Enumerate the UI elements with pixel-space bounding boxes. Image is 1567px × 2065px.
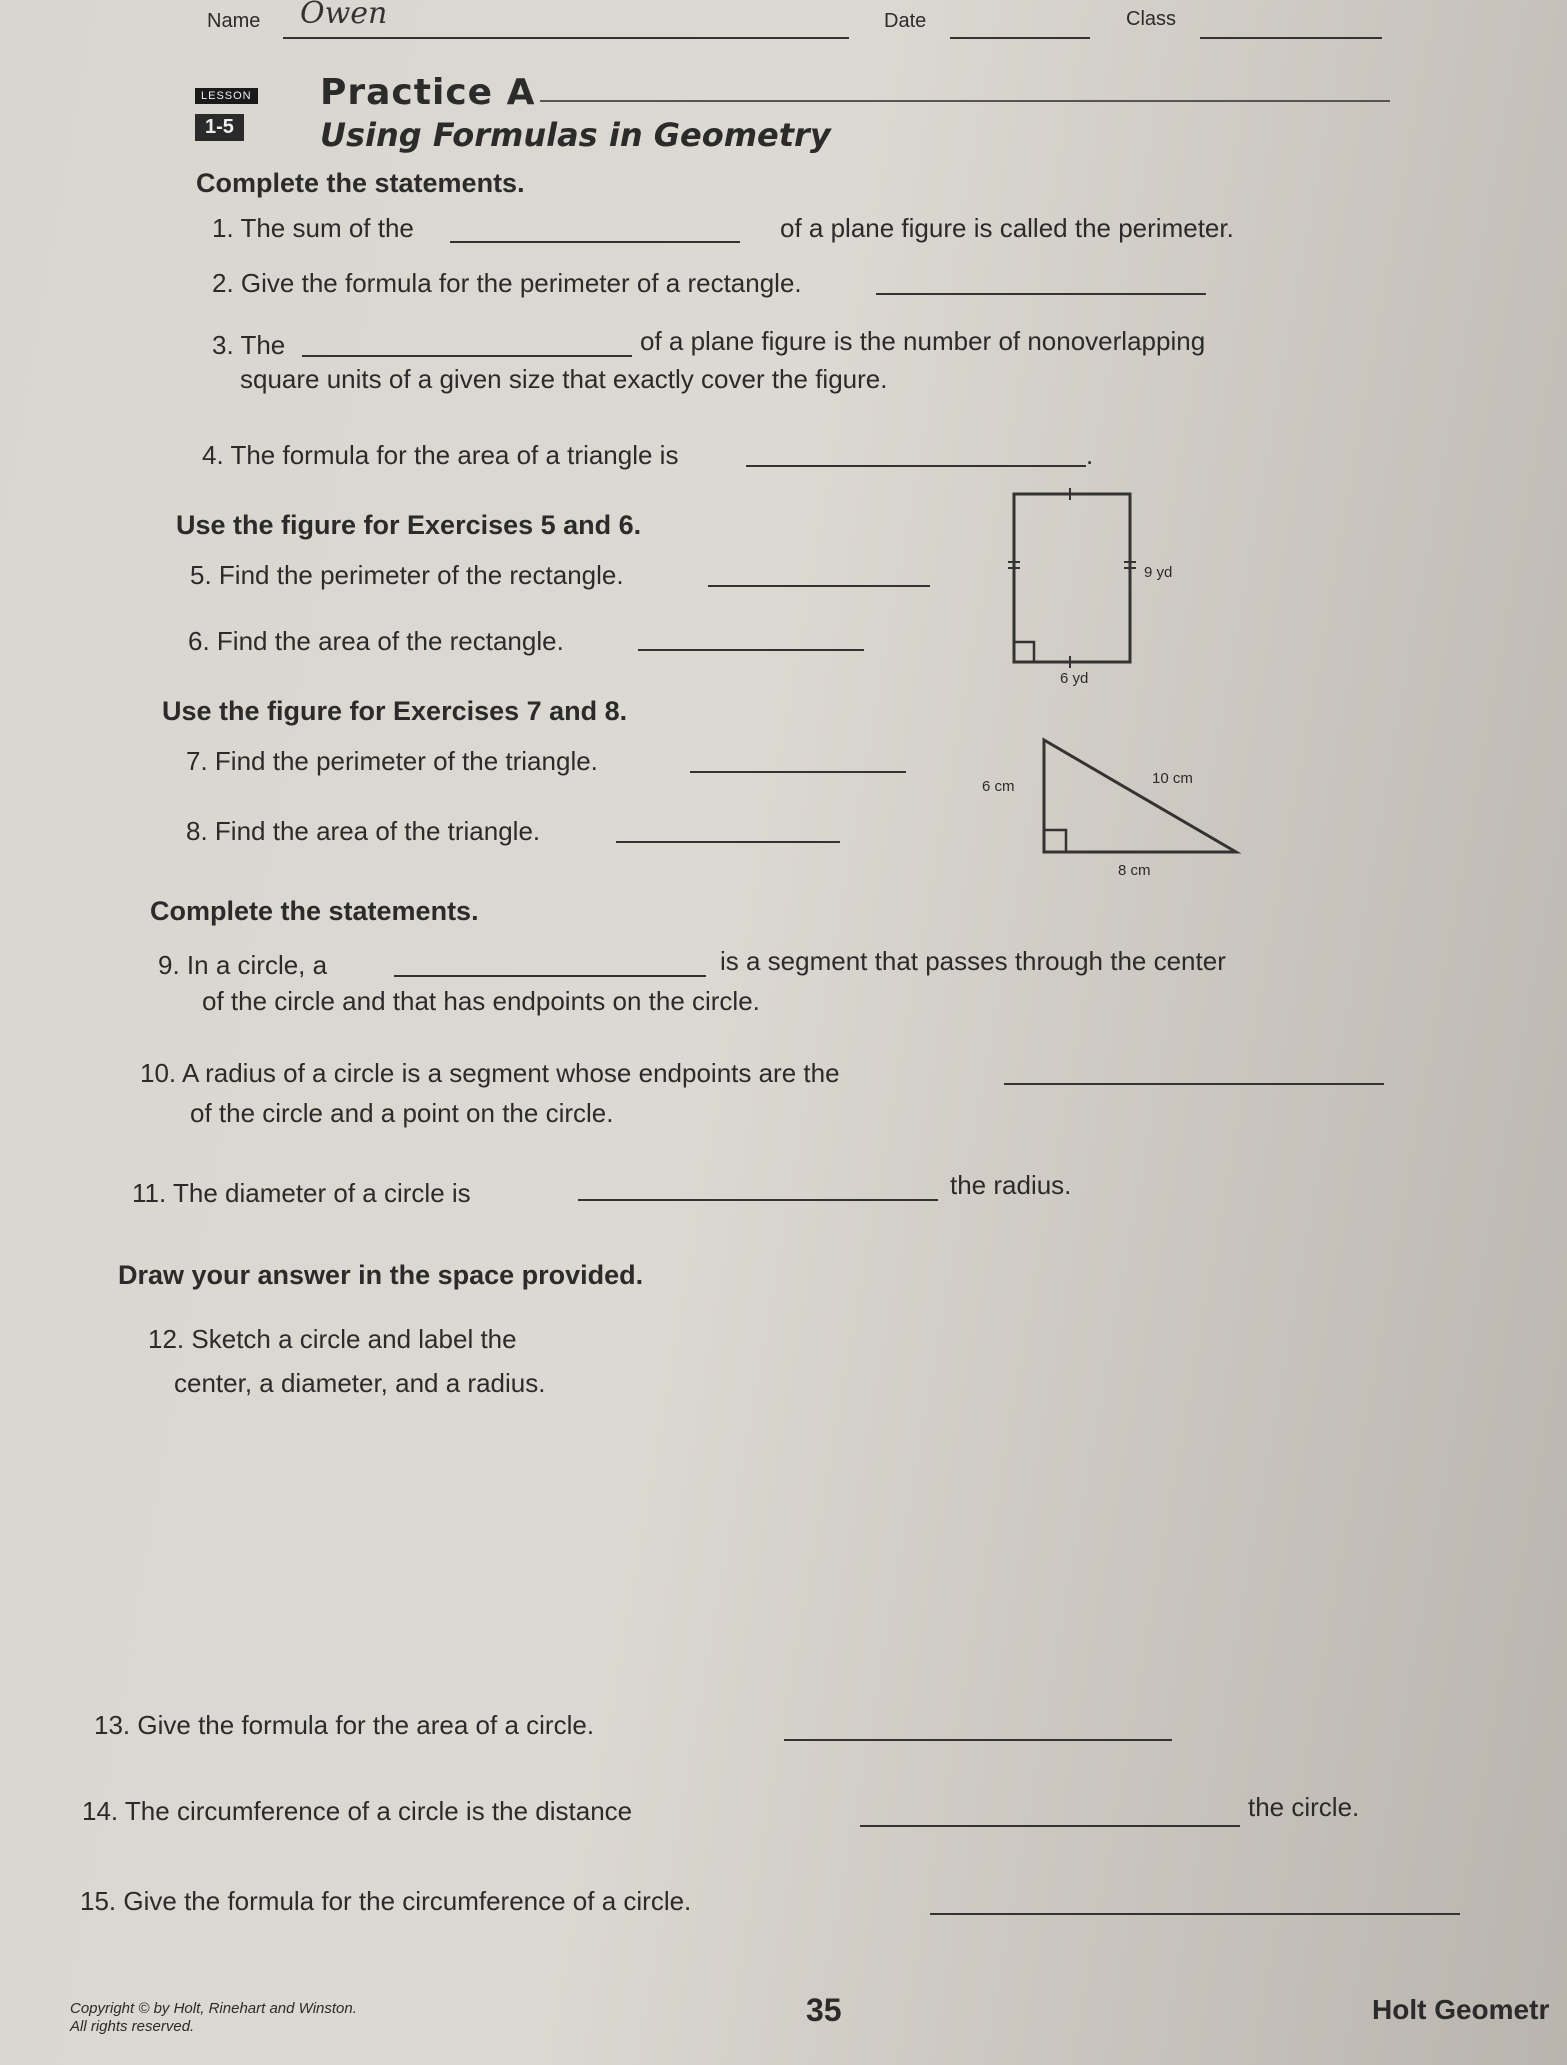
header-row: [207, 10, 260, 33]
tri-left-label: 6 cm: [982, 778, 1015, 795]
footer-rights: All rights reserved.: [70, 2018, 195, 2035]
question-9-after: is a segment that passes through the center: [720, 946, 1226, 976]
question-13: 13. Give the formula for the area of a circle.: [94, 1710, 595, 1740]
question-9-line2: of the circle and that has endpoints on the circle.: [202, 986, 760, 1016]
right-angle-mark: [1014, 642, 1034, 662]
page-title: Practice A: [320, 72, 536, 113]
question-1-after: of a plane figure is called the perimeter.: [780, 213, 1234, 243]
question-3: 3. The: [212, 330, 286, 360]
triangle-figure: [1030, 730, 1250, 860]
name-field[interactable]: [283, 36, 849, 39]
drawing-space[interactable]: [150, 1410, 1250, 1680]
answer-13[interactable]: [784, 1738, 1172, 1741]
answer-5[interactable]: [708, 584, 930, 587]
answer-9[interactable]: [394, 974, 706, 977]
answer-11[interactable]: [578, 1198, 938, 1201]
right-angle-mark: [1044, 830, 1066, 852]
class-label: Class: [1126, 8, 1177, 30]
question-2: 2. Give the formula for the perimeter of a rectangle.: [212, 268, 802, 298]
tri-hyp-label: 10 cm: [1152, 770, 1193, 787]
lesson-number: 1-5: [195, 114, 244, 141]
section-heading: Draw your answer in the space provided.: [118, 1260, 644, 1290]
triangle-shape: [1044, 740, 1236, 852]
section-heading: Complete the statements.: [150, 896, 479, 926]
section-heading: Complete the statements.: [196, 168, 525, 198]
date-label: Date: [884, 10, 927, 32]
answer-8[interactable]: [616, 840, 840, 843]
answer-14[interactable]: [860, 1824, 1240, 1827]
tri-bottom-label: 8 cm: [1118, 862, 1151, 879]
answer-15[interactable]: [930, 1912, 1460, 1915]
answer-7[interactable]: [690, 770, 906, 773]
question-1: 1. The sum of the: [212, 213, 414, 243]
question-15: 15. Give the formula for the circumference of a circle.: [80, 1886, 692, 1916]
book-title: Holt Geometr: [1372, 1994, 1550, 2025]
answer-2[interactable]: [876, 292, 1206, 295]
rectangle-figure: [1000, 480, 1180, 700]
name-label: Name: [207, 10, 261, 32]
section-heading: Use the figure for Exercises 5 and 6.: [176, 510, 642, 540]
question-11: 11. The diameter of a circle is: [132, 1178, 471, 1208]
question-6: 6. Find the area of the rectangle.: [188, 626, 564, 656]
page-number: 35: [806, 1992, 842, 2028]
rectangle-shape: [1014, 494, 1130, 662]
class-field[interactable]: [1200, 36, 1382, 39]
question-10-line2: of the circle and a point on the circle.: [190, 1098, 614, 1128]
answer-3[interactable]: [302, 354, 632, 357]
answer-6[interactable]: [638, 648, 864, 651]
date-field[interactable]: [950, 36, 1090, 39]
rect-bottom-label: 6 yd: [1060, 670, 1089, 687]
name-signature: Owen: [300, 0, 388, 31]
question-10: 10. A radius of a circle is a segment whose endpoints are the: [140, 1058, 840, 1088]
question-14-after: the circle.: [1248, 1792, 1360, 1822]
answer-10[interactable]: [1004, 1082, 1384, 1085]
question-9: 9. In a circle, a: [158, 950, 328, 980]
question-8: 8. Find the area of the triangle.: [186, 816, 541, 846]
page-subtitle: Using Formulas in Geometry: [320, 116, 831, 154]
question-4-end: .: [1086, 440, 1094, 470]
question-12-line2: center, a diameter, and a radius.: [174, 1368, 546, 1398]
answer-4[interactable]: [746, 464, 1086, 467]
answer-1[interactable]: [450, 240, 740, 243]
question-7: 7. Find the perimeter of the triangle.: [186, 746, 598, 776]
question-3-after: of a plane figure is the number of nonoverlapping: [640, 326, 1206, 356]
question-3-line2: square units of a given size that exactly cover the figure.: [240, 364, 888, 394]
section-heading: Use the figure for Exercises 7 and 8.: [162, 696, 628, 726]
question-12: 12. Sketch a circle and label the: [148, 1324, 517, 1354]
question-14: 14. The circumference of a circle is the distance: [82, 1796, 633, 1826]
lesson-tag: LESSON: [195, 88, 258, 104]
rect-side-label: 9 yd: [1144, 564, 1173, 581]
title-rule: [540, 100, 1390, 102]
footer-copyright: Copyright © by Holt, Rinehart and Winston.: [70, 2000, 357, 2017]
question-4: 4. The formula for the area of a triangle is: [202, 440, 679, 470]
question-11-after: the radius.: [950, 1170, 1072, 1200]
question-5: 5. Find the perimeter of the rectangle.: [190, 560, 624, 590]
